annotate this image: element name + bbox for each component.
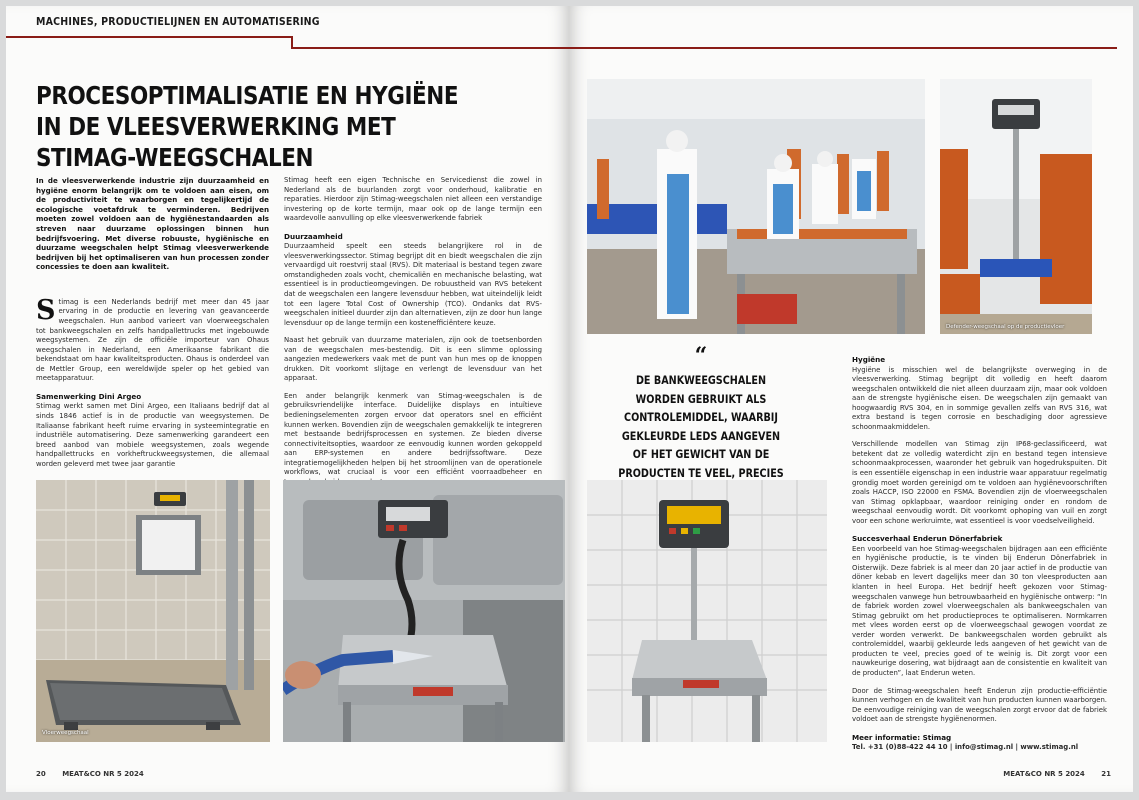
section-rule-right bbox=[569, 47, 1117, 49]
hygiene-paragraph-2: Verschillende modellen van Stimag zijn IP68-geclassificeerd, wat betekent dat ze volledig waterdicht zijn en bestand tegen intensieve schoonmaakprocessen, waaronder het gebruik van hogedrukspuiten. Dit is een essentiële eigenschap in een industrie waar apparatuur regelmatig grondig moet worden gereinigd om te voldoen aan hygiënevoorschriften zoals HACCP, ISO 22000 en FSMA. Bovendien zijn de vloerweegschalen van Stimag opklapbaar, waardoor reiniging onder en rondom de weegschaal eenvoudig wordt. Dit voorkomt ophoping van vuil en zorgt voor een schone werkruimte, wat essentieel is voor voedselveiligheid. bbox=[852, 440, 1107, 525]
floor-scale-image bbox=[36, 480, 270, 742]
footer-left bbox=[36, 770, 144, 778]
cleaning-scale-photo bbox=[283, 480, 565, 742]
dropcap: S bbox=[36, 294, 56, 326]
magazine-spread bbox=[6, 6, 1133, 792]
section-rule bbox=[6, 36, 291, 38]
left-page bbox=[6, 6, 569, 792]
toetsenbord-paragraph: Naast het gebruik van duurzame materialen, zijn ook de toetsenborden van de weegschalen mes-bestendig. Dit is een slimme oplossing aangezien medewerkers vaak met de punt van hun mes op de knoppen drukken. Dit voorkomt slijtage en verlengt de levensduur van het apparaat. bbox=[284, 336, 542, 383]
factory-image bbox=[587, 79, 925, 334]
info-heading: Meer informatie: Stimag bbox=[852, 732, 952, 742]
left-column bbox=[36, 176, 269, 477]
right-column bbox=[852, 355, 1107, 761]
floor-scale-photo bbox=[36, 480, 270, 742]
page-number-left: 20 bbox=[36, 770, 46, 778]
intro-paragraph bbox=[36, 294, 269, 384]
cleaning-scale-image bbox=[283, 480, 565, 742]
right-page bbox=[569, 6, 1133, 792]
duurzaamheid-paragraph: Duurzaamheid speelt een steeds belangrijkere rol in de vleesverwerkingssector. Stimag begrijpt dit en biedt weegschalen die zijn vervaardigd uit roestvrij staal (RVS). Dit materiaal is bestand tegen zware omstandigheden zoals vocht, chemicaliën en mechanische belasting, wat essentieel is in productieomgevingen. De robuustheid van RVS betekent dat de weegschalen een langere levensduur hebben, wat uiteindelijk leidt tot een lagere Total Cost of Ownership (TCO). Ondanks dat RVS-weegschalen initieel duurder zijn dan alternatieven, zijn ze door hun lange levensduur op de lange termijn een kostenefficiëntere keuze. bbox=[284, 242, 542, 327]
magazine-issue-left: MEAT&CO NR 5 2024 bbox=[62, 770, 144, 778]
section-label: MACHINES, PRODUCTIELIJNEN EN AUTOMATISERING bbox=[36, 16, 320, 28]
hygiene-heading: Hygiëne bbox=[852, 355, 886, 364]
duurzaamheid-heading: Duurzaamheid bbox=[284, 231, 343, 241]
floor-scale-caption: Vloerweegschaal bbox=[42, 730, 89, 736]
samenwerking-paragraph: Stimag werkt samen met Dini Argeo, een Italiaans bedrijf dat al sinds 1846 actief is in de productie van weegsystemen. De Italiaanse fabrikant heeft ruime ervaring in systeemintegratie en industriële automatisering. Deze samenwerking garandeert een breed aanbod van mobiele weegsystemen, zoals wegende handpallettrucks en vorkheftruckweegsystemen, die allemaal worden geleverd met twee jaar garantie bbox=[36, 402, 269, 468]
quote-open-icon: “ bbox=[694, 343, 708, 369]
bench-scale-image bbox=[587, 480, 827, 742]
intro-text: timag is een Nederlands bedrijf met meer dan 45 jaar ervaring in de productie en levering van geavanceerde weegschalen. Hun aanbod varieert van vloerweegschalen tot bankweegschalen en zelfs handpallettrucks met ingebouwde weegsystemen. Ze zijn de officiële importeur van Ohaus weegschalen in Nederland, een Amerikaanse fabrikant die bekendstaat om haar kwaliteitsproducten. Ohaus is onderdeel van de Mettler Group, een wereldwijde speler op het gebied van meetapparatuur. bbox=[36, 297, 269, 383]
article-title: PROCESOPTIMALISATIE EN HYGIËNE IN DE VLEESVERWERKING MET STIMAG-WEEGSCHALEN bbox=[36, 81, 459, 172]
quote-text: DE BANKWEEGSCHALEN WORDEN GEBRUIKT ALS CONTROLEMIDDEL, WAARBIJ GEKLEURDE LEDS AANGEVEN OF HET GEWICHT VAN DE PRODUCTEN TE VEEL, PRECIES bbox=[618, 374, 784, 480]
footer-right bbox=[1003, 770, 1111, 778]
samenwerking-heading: Samenwerking Dini Argeo bbox=[36, 391, 142, 401]
factory-photo bbox=[587, 79, 925, 334]
magazine-issue-right: MEAT&CO NR 5 2024 bbox=[1003, 770, 1085, 778]
page-number-right: 21 bbox=[1101, 770, 1111, 778]
middle-column bbox=[284, 176, 542, 495]
succes-heading: Succesverhaal Enderun Dönerfabriek bbox=[852, 534, 1003, 544]
hygiene-paragraph: Hygiëne is misschien wel de belangrijkste overweging in de vleesverwerking. Stimag begrijpt dit volledig en heeft daarom weegschalen ontwikkeld die niet alleen duurzaam zijn, maar ook voldoen aan de strengste hygiënische eisen. De weegschalen zijn gemaakt van hoogwaardig RVS 304, en in sommige gevallen zelfs van RVS 316, wat extra bestand is tegen corrosie en beschadiging door agressieve schoonmaakmiddelen. bbox=[852, 365, 1107, 431]
defender-photo bbox=[940, 79, 1092, 334]
bench-scale-photo bbox=[587, 480, 827, 742]
defender-image bbox=[940, 79, 1092, 334]
section-rule-step bbox=[291, 36, 293, 47]
succes-paragraph: Een voorbeeld van hoe Stimag-weegschalen bijdragen aan een efficiënte en hygiënische productie, is te vinden bij Enderun Dönerfabriek in Oisterwijk. Deze fabriek is al meer dan 20 jaar actief in de productie van döner kebab en levert dagelijks meer dan 30 ton vleesproducten aan klanten in heel Europa. Het bedrijf heeft gekozen voor Stimag-weegschalen vanwege hun betrouwbaarheid en hygiënische ontwerp: “In de fabriek worden zowel vloerweegschalen als bankweegschalen van Stimag gebruikt om het productieproces te optimaliseren. Normkarren met vlees worden eerst op de vloerweegschaal gewogen voordat ze verder worden verwerkt. De bankweegschalen worden gebruikt als controlemiddel, waarbij gekleurde leds aangeven of het gewicht van de producten te veel, precies goed of te weinig is. Dit zorgt voor een nauwkeurige dosering, wat bijdraagt aan de consistentie en kwaliteit van de producten”, laat Enderun weten. bbox=[852, 544, 1107, 677]
contact-info: Tel. +31 (0)88-422 44 10 | info@stimag.nl | www.stimag.nl bbox=[852, 743, 1079, 752]
defender-caption: Defender-weegschaal op de productievloer bbox=[946, 324, 1065, 330]
section-rule-lower bbox=[291, 47, 569, 49]
service-paragraph: Stimag heeft een eigen Technische en Servicedienst die zowel in Nederland als de buurlanden zorgt voor onderhoud, kalibratie en reparaties. Hierdoor zijn Stimag-weegschalen niet alleen een verstandige investering op de korte termijn, maar ook op de lange termijn een waardevolle aanvulling op elke vleesverwerkende fabriek bbox=[284, 176, 542, 223]
succes-paragraph-2: Door de Stimag-weegschalen heeft Enderun zijn productie-efficiëntie kunnen verhogen en de kwaliteit van hun producten kunnen waarborgen. De eenvoudige reiniging van de weegschalen zorgt ervoor dat de fabriek voldoet aan de strengste hygiënenormen. bbox=[852, 686, 1107, 724]
lead-paragraph: In de vleesverwerkende industrie zijn duurzaamheid en hygiëne enorm belangrijk om te voldoen aan eisen, om de productiviteit te waarborgen en tegelijkertijd de ecologische voetafdruk te verminderen. Bedrijven moeten zowel voldoen aan de hygiënestandaarden als streven naar duurzame oplossingen binnen hun bedrijfsvoering. Met diverse robuuste, hygiënische en duurzame weegschalen helpt Stimag vleesverwerkende bedrijven bij het optimaliseren van hun processen zonder concessies te doen aan kwaliteit. bbox=[36, 176, 269, 272]
interface-paragraph: Een ander belangrijk kenmerk van Stimag-weegschalen is de gebruiksvriendelijke interface. Duidelijke displays en intuïtieve bedieningselementen zorgen ervoor dat operators snel en efficiënt kunnen werken. Bovendien zijn de weegschalen gemakkelijk te integreren met bestaande bedrijfsprocessen en systemen. Ze bieden diverse connectiviteitsopties, waardoor ze eenvoudig kunnen worden gekoppeld aan ERP-systemen en andere bedrijfssoftware. Deze integratiemogelijkheden helpen bij het stroomlijnen van de operationele workflows, wat cruciaal is voor een efficiënt voorraadbeheer en bbox=[284, 391, 542, 477]
